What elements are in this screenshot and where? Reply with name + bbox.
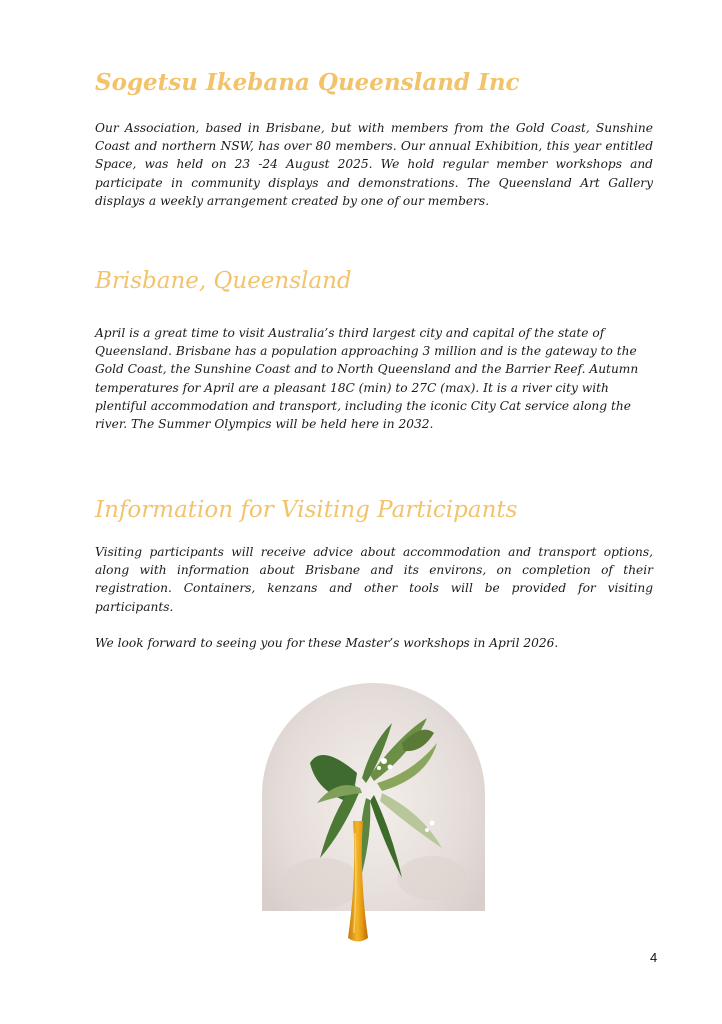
section-title-visiting-participants: Information for Visiting Participants bbox=[95, 497, 518, 523]
section-title-association: Sogetsu Ikebana Queensland Inc bbox=[95, 69, 520, 96]
closing-paragraph: We look forward to seeing you for these Master’s workshops in April 2026. bbox=[95, 636, 559, 650]
page-number: 4 bbox=[650, 950, 658, 965]
brisbane-paragraph: April is a great time to visit Australia’s third largest city and capital of the state of Queensland. Brisbane has a population approaching 3 million and is the gateway to the Gold Coast, the Sunshine Coast and to North Queensland and the Barrier Reef. Autumn temperatures for April are a pleasant 18C (min) to 27C (max). It is a river city with plentiful accommodation and transport, including the iconic City Cat service along the river. The Summer Olympics will be held here in 2032. bbox=[95, 326, 639, 432]
section-title-brisbane: Brisbane, Queensland bbox=[95, 268, 352, 294]
ikebana-arrangement-photo bbox=[262, 683, 485, 948]
visiting-participants-paragraph: Visiting participants will receive advice about accommodation and transport options, along with information about Brisbane and its environs, on completion of their registration. Containers, kenzans and other tools will be provided for visiting participants. bbox=[95, 545, 653, 614]
association-paragraph: Our Association, based in Brisbane, but with members from the Gold Coast, Sunshine Coast and northern NSW, has over 80 members. Our annual Exhibition, this year entitled Space, was held on 23 -24 August 2025. We hold regular member workshops and participate in community displays and demonstrations. The Queensland Art Gallery displays a weekly arrangement created by one of our members. bbox=[95, 121, 653, 208]
photo-background bbox=[262, 683, 485, 948]
